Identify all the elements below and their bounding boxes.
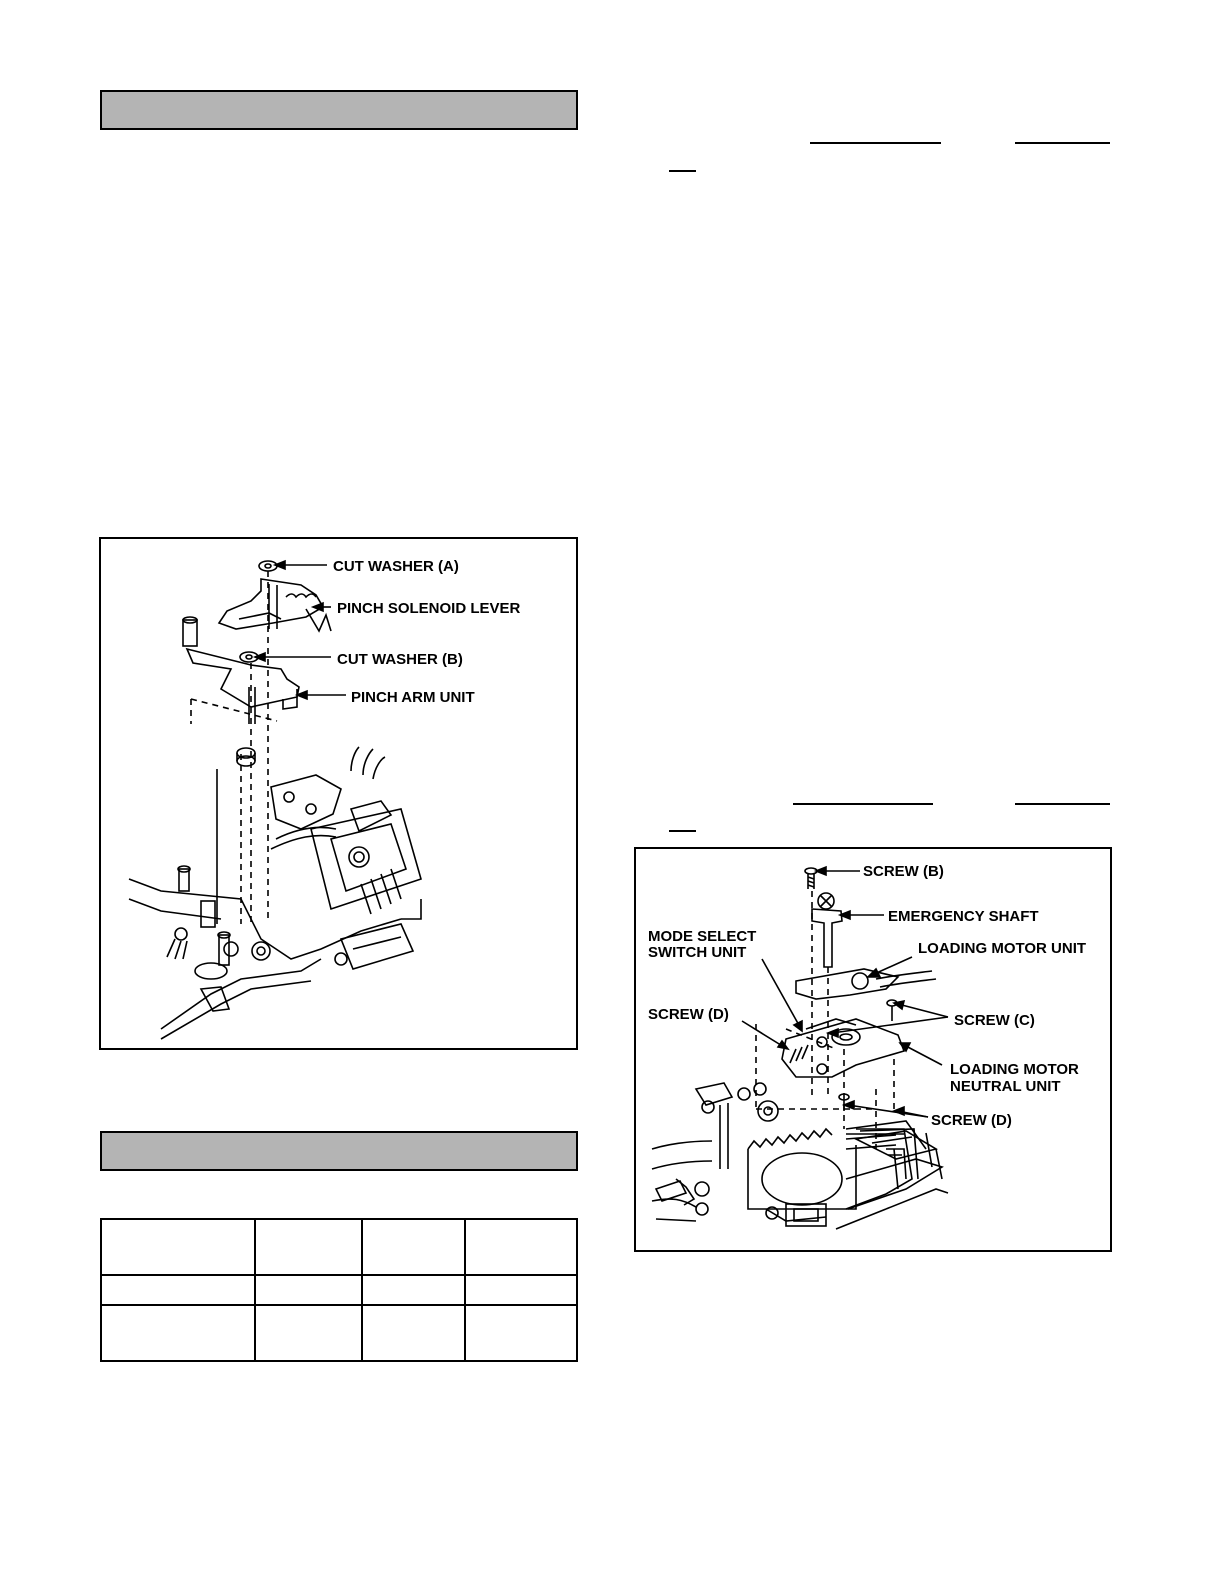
underline-rule — [1015, 803, 1110, 805]
table-cell — [362, 1275, 465, 1305]
table-cell — [465, 1305, 577, 1361]
label-screw-b: SCREW (B) — [863, 863, 944, 880]
pinch-arm-illustration — [101, 539, 580, 1052]
table-cell — [255, 1219, 362, 1275]
label-loading-motor-unit: LOADING MOTOR UNIT — [918, 940, 1087, 957]
table-cell — [465, 1219, 577, 1275]
table-cell — [101, 1305, 255, 1361]
label-loading-motor-neutral-line1: LOADING MOTOR — [950, 1061, 1079, 1078]
underline-rule — [793, 803, 933, 805]
label-mode-select-line1: MODE SELECT — [648, 928, 757, 945]
table-cell — [101, 1275, 255, 1305]
label-mode-select-line2: SWITCH UNIT — [648, 944, 747, 961]
table-cell — [362, 1305, 465, 1361]
label-screw-d-bottom: SCREW (D) — [931, 1112, 1012, 1129]
label-cut-washer-a: CUT WASHER (A) — [333, 558, 459, 575]
label-screw-d-left: SCREW (D) — [648, 1006, 729, 1023]
section-header-bar-bottom — [100, 1131, 578, 1171]
label-pinch-solenoid-lever: PINCH SOLENOID LEVER — [337, 600, 521, 617]
figure-loading-motor — [634, 847, 1112, 1252]
figure-pinch-arm — [99, 537, 578, 1050]
loading-motor-illustration — [636, 849, 1114, 1254]
table-row — [101, 1275, 577, 1305]
table-cell — [465, 1275, 577, 1305]
spec-table — [100, 1218, 578, 1362]
section-header-bar-top — [100, 90, 578, 130]
table-cell — [255, 1275, 362, 1305]
label-loading-motor-neutral-line2: NEUTRAL UNIT — [950, 1078, 1061, 1095]
table-cell — [362, 1219, 465, 1275]
label-pinch-arm-unit: PINCH ARM UNIT — [351, 689, 475, 706]
table-row — [101, 1219, 577, 1275]
underline-rule — [810, 142, 941, 144]
underline-rule — [669, 170, 696, 172]
underline-rule — [1015, 142, 1110, 144]
label-screw-c: SCREW (C) — [954, 1012, 1035, 1029]
label-emergency-shaft: EMERGENCY SHAFT — [888, 908, 1039, 925]
table-cell — [255, 1305, 362, 1361]
table-cell — [101, 1219, 255, 1275]
underline-rule — [669, 830, 696, 832]
table-row — [101, 1305, 577, 1361]
label-cut-washer-b: CUT WASHER (B) — [337, 651, 463, 668]
